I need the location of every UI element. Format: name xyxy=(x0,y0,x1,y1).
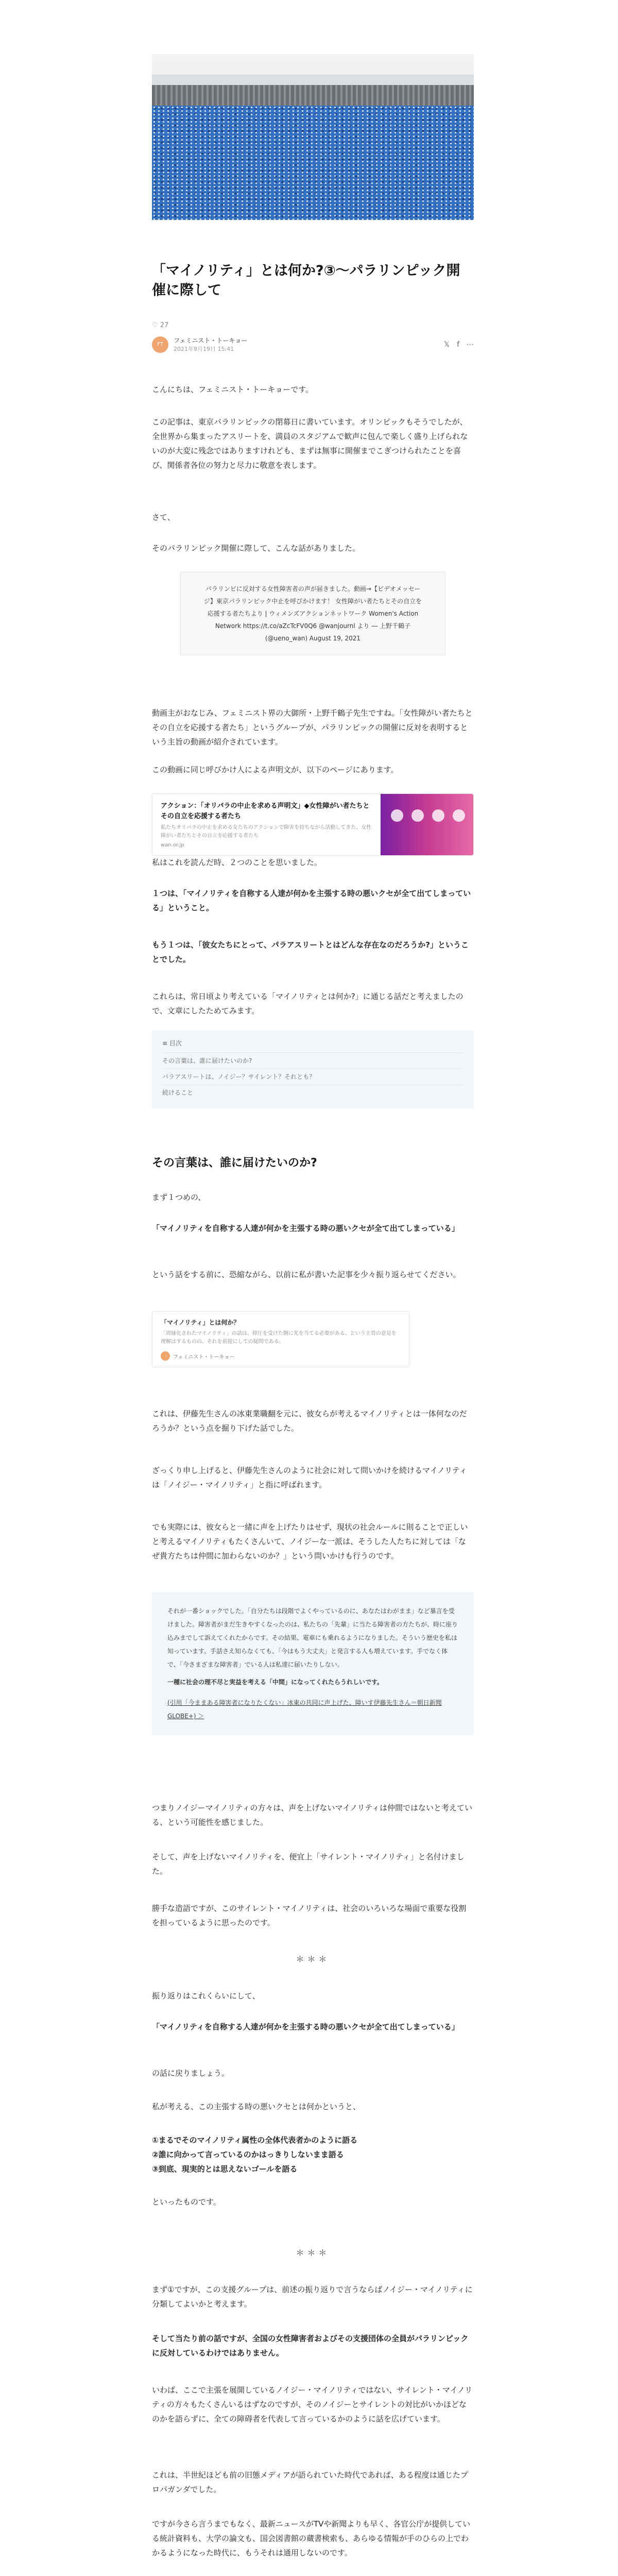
toc-item[interactable]: その言葉は、誰に届けたいのか? xyxy=(162,1053,464,1069)
body-paragraph: 動画主がおなじみ、フェミニスト界の大御所・上野千鶴子先生ですね。「女性障がい者たちとその自立を応援する者たち」というグループが、パラリンピックの開催に反対を表明するという主旨の動画が紹介されています。 xyxy=(152,708,473,747)
list-item: ②誰に向かって言っているのかはっきりしないまま語る xyxy=(152,2150,344,2159)
body-paragraph: まず１つめの、 xyxy=(152,1193,206,1202)
body-paragraph: 勝手な造語ですが、このサイレント・マイノリティは、社会のいろいろな場面で重要な役割を担っているように思ったのです。 xyxy=(152,1904,467,1927)
link-card[interactable] xyxy=(152,793,474,856)
body-paragraph: そして、声を上げないマイノリティを、便宜上「サイレント・マイノリティ」と名付けました。 xyxy=(152,1852,465,1876)
body-paragraph: 「マイノリティを自称する人達が何かを主張する時の悪いクセが全て出てしまっている」 xyxy=(152,1224,459,1233)
more-menu-icon[interactable]: ⋯ xyxy=(467,340,474,349)
stadium-roof xyxy=(152,75,474,85)
body-paragraph: この動画に同じ呼びかけ人による声明文が、以下のページにあります。 xyxy=(152,765,399,774)
toc-heading[interactable]: ≡ 目次 xyxy=(162,1040,182,1047)
toc-item[interactable]: 続けること xyxy=(162,1084,464,1100)
share-bar xyxy=(444,341,474,349)
body-paragraph: これは、伊藤先生さんの冰東業職翻を元に、彼女らが考えるマイノリティとは一体何なのだろうか？という点を掘り下げた話でした。 xyxy=(152,1409,467,1433)
table-of-contents xyxy=(152,1030,474,1109)
like-count: 27 xyxy=(160,321,169,329)
body-paragraph: そのパラリンピック開催に際して、こんな話がありました。 xyxy=(152,544,360,553)
body-paragraph: ざっくり申し上げると、伊藤先生さんのように社会に対して問いかけを続けるマイノリティは「ノイジー・マイノリティ」と指に呼ばれます。 xyxy=(152,1466,467,1489)
body-paragraph: という話をする前に、恐縮ながら、以前に私が書いた記事を少々振り返らせてください。 xyxy=(152,1270,461,1279)
embedded-article-card[interactable] xyxy=(152,1311,409,1367)
quote-highlight: 一種に社会の理不尽と実益を考える「中間」になってくれたらうれしいです。 xyxy=(167,1679,384,1686)
body-paragraph: もう１つは、「彼女たちにとって、パラアスリートとはどんな存在なのだろうか?」ということでした。 xyxy=(152,940,469,964)
embedded-tweet[interactable]: パラリンピに反対する女性障害者の声が届きました。動画→【ビデオメッセージ】東京パラリンピック中止を呼びかけます！ 女性障がい者たちとその自立を応援する者たちより | ウィメンズアクションネットワーク Women's Action Network https://t.co/aZcTcFV0Q6 @wanjournl より ― 上野千鶴子 (@ueno_wan) August 19, 2021 xyxy=(180,572,445,655)
body-paragraph: この記事は、東京パラリンピックの閉幕日に書いています。オリンピックもそうでしたが、全世界から集まったアスリートを、満員のスタジアムで歓声に包んで楽しく盛り上げられないのが大変に残念ではありますけれども、まずは無事に開催までこぎつけられたことを喜び、関係者各位の努力と尽力に敬意を表します。 xyxy=(152,417,468,470)
article-title: 「マイノリティ」とは何か?③〜パラリンピック開催に際して xyxy=(152,263,460,298)
author-name[interactable]: フェミニスト・トーキョー xyxy=(174,337,248,344)
body-paragraph: 「マイノリティを自称する人達が何かを主張する時の悪いクセが全て出てしまっている」 xyxy=(152,2022,459,2031)
stadium-stand xyxy=(152,85,474,106)
section-divider: ＊＊＊ xyxy=(296,1954,330,1964)
embedded-card-author: フェミニスト・トーキョー xyxy=(173,1354,235,1360)
link-card-title: アクション：「オリパラの中止を求める声明文」◆女性障がい者たちとその自立を応援する者たち xyxy=(161,802,370,820)
body-paragraph: これは、半世紀ほども前の旧態メディアが語られていた時代であれば、ある程度は通じたプロパガンダでした。 xyxy=(152,2470,468,2494)
list-item: ①まるでそのマイノリティ属性の全体代表者かのように語る xyxy=(152,2136,358,2145)
body-paragraph: これらは、常日頃より考えている「マイノリティとは何か?」に通じる話だと考えましたので、文章にしたためてみます。 xyxy=(152,992,464,1015)
embedded-card-desc: 「周縁化されたマイノリティ」の話は、抑圧を受けた側に光を当てる必要がある、という主旨の意見を理解はするものの、それを前提にしての疑問である。 xyxy=(161,1331,397,1345)
link-card-domain: wan.or.jp xyxy=(161,842,184,848)
list-item: ③到底、現実的とは思えないゴールを語る xyxy=(152,2164,298,2174)
body-paragraph: さて、 xyxy=(152,513,175,522)
body-paragraph: いわば、ここで主張を展開しているノイジー・マイノリティではない、サイレント・マイノリティの方々もたくさんいるはずなのですが、そのノイジーとサイレントの対比がいかほどなのかを語らずに、全ての障碍者を代表して言っているかのように話を広げています。 xyxy=(152,2385,473,2424)
section-heading: その言葉は、誰に届けたいのか? xyxy=(152,1157,317,1170)
toc-item[interactable]: パラアスリートは、ノイジー？サイレント？それとも？ xyxy=(162,1069,464,1084)
blockquote xyxy=(152,1592,474,1735)
body-paragraph: そして当たり前の話ですが、全国の女性障害者およびその支援団体の全員がパラリンピックに反対しているわけではありません。 xyxy=(152,2334,469,2358)
link-card-desc: 私たちオリパラの中止を求める女たちのアクションで障害を持ちながら活動してきた、女性障がい者たちとその自立を応援する者たち xyxy=(161,825,372,839)
quote-source-link[interactable]: (引用「今ままある障害者になりたくない」冰東の共同に声上げた、障いす伊藤先生さん＝朝日新聞GLOBE+) ＞ xyxy=(167,1699,442,1720)
facebook-share-icon[interactable]: f xyxy=(457,340,459,349)
body-paragraph: つまりノイジーマイノリティの方々は、声を上げないマイノリティは仲間ではないと考えている、という可能性を感じました。 xyxy=(152,1803,473,1827)
link-card-thumbnail xyxy=(381,794,473,855)
body-paragraph: といったものです。 xyxy=(152,2197,221,2207)
body-paragraph: でも実際には、彼女らと一緒に声を上げたりはせず、現状の社会ルールに則ることで正しいと考えるマイノリティもたくさんいて、ノイジーな一派は、そうした人たちに対しては「なぜ貴方たちは仲間に加わらないのか？」という問いかけも行うのです。 xyxy=(152,1522,468,1561)
body-paragraph: まず①ですが、この支援グループは、前述の振り返りで言うならばノイジー・マイノリティに分類してよいかと考えます。 xyxy=(152,2285,473,2309)
body-paragraph: 振り返りはこれくらいにして、 xyxy=(152,1991,260,2001)
body-paragraph: １つは、「マイノリティを自称する人達が何かを主張する時の悪いクセが全て出てしまっている」ということ。 xyxy=(152,889,471,912)
section-divider: ＊＊＊ xyxy=(296,2248,330,2258)
like-button[interactable]: ♡ 27 xyxy=(152,321,169,329)
hero-image xyxy=(152,54,474,220)
body-paragraph: の話に戻りましょう。 xyxy=(152,2069,230,2078)
avatar xyxy=(161,1351,170,1361)
body-paragraph: 私が考える、この主張する時の悪いクセとは何かというと、 xyxy=(152,2102,361,2111)
embedded-card-title: 「マイノリティ」とは何か？ xyxy=(161,1319,240,1326)
avatar[interactable]: FT xyxy=(152,336,168,353)
body-paragraph: こんにちは、フェミニスト・トーキョーです。 xyxy=(152,385,314,394)
x-share-icon[interactable]: 𝕏 xyxy=(443,340,450,349)
stadium-seats xyxy=(152,106,474,220)
body-paragraph: ですが今さら言うまでもなく、最新ニュースがTVや新聞よりも早く、各官公庁が提供している統計資料も、大学の論文も、国会図書館の蔵書検索も、あらゆる情報が手のひらの上でわかるようになった時代に、もうそれは通用しないのです。 xyxy=(152,2519,471,2557)
publish-date: 2021年9月19日 15:41 xyxy=(174,346,234,352)
issue-list xyxy=(152,2133,474,2176)
body-paragraph: 私はこれを読んだ時、２つのことを思いました。 xyxy=(152,858,322,867)
quote-text: それが一番ショックでした。「自分たちは段階でよくやっているのに、あなたはわがまま」など暴言を受けました。障害者がまだ生きやすくなったのは、私たちの「先輩」に当たる障害者の方たちが、時に座り込みまでして訴えてくれたからです。その結果、電車にも乗れるようになりました。そういう歴史を私は知っています。手話さえ知らなくても、「今はもう大丈夫」と発言する人も増えています。手でなく体で、「今さまざまな障害者」でいる人は私達に届いたりしない。 xyxy=(167,1607,458,1668)
